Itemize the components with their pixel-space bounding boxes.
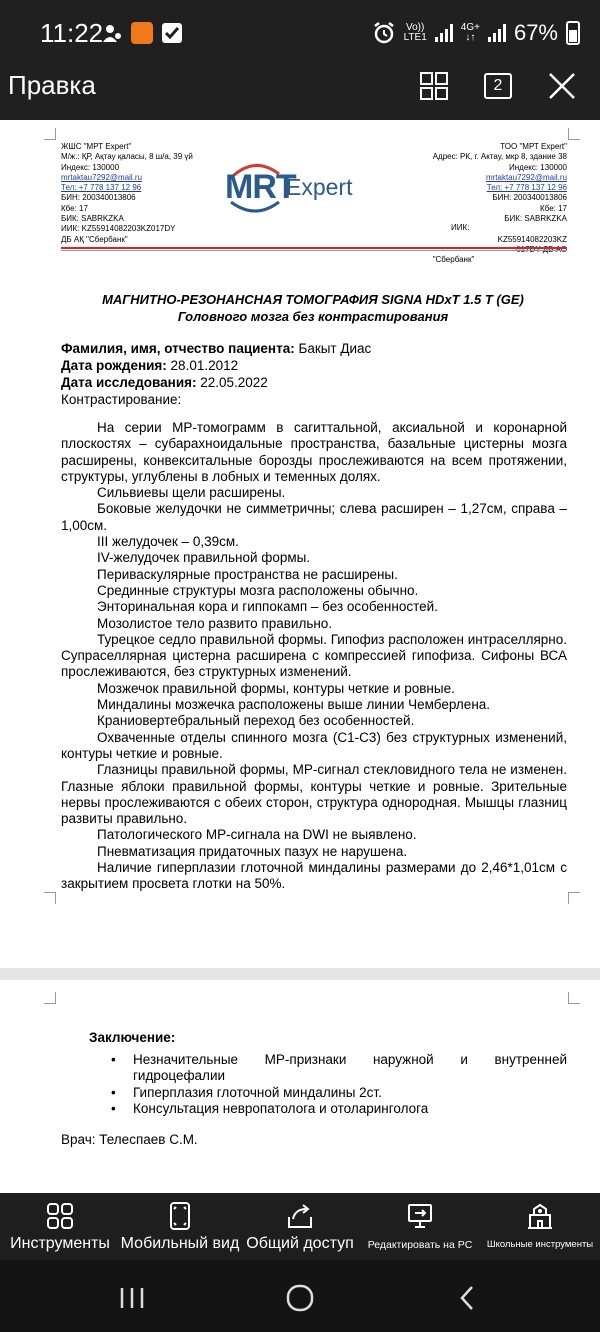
dob-label: Дата рождения:: [61, 358, 167, 373]
bottom-toolbar: [0, 1193, 600, 1260]
report-paragraph: Боковые желудочки не симметричны; слева расширен – 1,27см, справа – 1,00см.: [61, 501, 567, 533]
page-title: Правка: [8, 70, 96, 100]
close-icon[interactable]: [542, 70, 582, 106]
volte-indicator: Vo)) LTE1: [403, 22, 427, 43]
report-paragraph: На серии МР-томограмм в сагиттальной, аксиальной и коронарной плоскостях – субарахноидальные пространства, базальные цистерны мозга расширены, конвекситальные борозды прослеживаются на всем протяжении, структуры, углублены в лобных и теменных долях.: [61, 420, 567, 484]
edit-on-pc-button[interactable]: Редактировать на PC: [360, 1193, 480, 1260]
notification-app-icon: [101, 22, 123, 44]
mobile-view-button[interactable]: Мобильный вид: [120, 1193, 240, 1260]
school-tools-button[interactable]: Школьные инструменты: [484, 1193, 596, 1260]
share-icon: [285, 1201, 315, 1231]
email-link[interactable]: mrtaktau7292@mail.ru: [61, 172, 143, 182]
signal-icon: [435, 24, 453, 42]
tools-icon: [45, 1201, 75, 1231]
page-corner-mark: [44, 992, 56, 1004]
letterhead-left: ЖШС "МРТ Expert" М/ж.: ҚР, Ақтау қаласы, 8 ш/а, 39 үй Индекс: 130000 mrtaktau7292@mail.ru Тел: +7 778 137 12 96 БИН: 200340013806 Кбе: 17 БИК: SABRKZKA ИИК: KZ55914082203KZ017DY ДБ АҚ "Сбербанк": [61, 142, 193, 244]
battery-percent: 67%: [513, 20, 558, 45]
report-paragraph: Энторинальная кора и гиппокамп – без особенностей.: [97, 599, 438, 615]
status-bar: [0, 0, 600, 66]
conclusion-heading: Заключение:: [89, 1030, 176, 1045]
iik-label: ИИК:: [451, 223, 470, 232]
mobile-view-icon: [165, 1201, 195, 1231]
report-subtitle: Головного мозга без контрастирования: [177, 309, 449, 324]
letterhead-divider-thin: [61, 250, 567, 251]
page-corner-mark: [568, 992, 580, 1004]
report-paragraph: Охваченные отделы спинного мозга (С1-С3) без структурных изменений, контуры четкие и ровные.: [61, 729, 567, 761]
phone-link[interactable]: Тел: +7 778 137 12 96: [486, 183, 567, 193]
report-paragraph: Патологического МР-сигнала на DWI не выявлено.: [97, 827, 417, 843]
logo-mrt-text: MRT: [225, 168, 296, 206]
back-icon[interactable]: [448, 1280, 488, 1316]
page-separator: [0, 968, 600, 980]
report-paragraph: IV-желудочек правильной формы.: [97, 550, 311, 566]
page-count: 2: [484, 73, 512, 99]
list-item: • Незначительные МР-признаки наружной и внутренней гидроцефалии: [111, 1052, 567, 1085]
document-page-1: [0, 120, 600, 968]
recent-apps-icon[interactable]: [112, 1280, 152, 1316]
doctor-signature-line: Врач: Телеспаев С.М.: [61, 1132, 198, 1147]
report-paragraph: Мозжечок правильной формы, контуры четкие и ровные.: [97, 680, 455, 696]
list-item: • Гиперплазия глоточной миндалины 2ст.: [111, 1085, 567, 1101]
grid-view-icon[interactable]: [414, 70, 454, 106]
letterhead-right: ТОО "МРТ Expert" Адрес: РК, г. Актау, мкр 8, здание 38 Индекс: 130000 mrtaktau7292@mail.ru Тел: +7 778 137 12 96 БИН: 200340013806 Кбе: 17 БИК: SABRKZKA KZ55914082203KZ "Сбербанк": [432, 142, 567, 265]
system-nav-bar: [0, 1260, 600, 1332]
report-paragraph: III желудочек – 0,39см.: [97, 534, 239, 550]
home-icon[interactable]: [280, 1280, 320, 1316]
edit-on-pc-icon: [405, 1201, 435, 1231]
report-body: [61, 420, 567, 893]
report-paragraph: Срединные структуры мозга расположены обычно.: [97, 582, 419, 598]
logo-expert-text: Expert: [286, 174, 353, 200]
conclusion-list: [111, 1052, 567, 1117]
page-corner-mark: [44, 892, 56, 904]
page-corner-mark: [44, 128, 56, 140]
report-paragraph: Глазницы правильной формы, МР-сигнал стекловидного тела не изменен. Глазные яблоки правильной формы, контуры четкие и ровные. Зрительные нервы прослеживаются с обеих сторон, структура однородная. Мышцы глазниц развиты правильно.: [61, 762, 567, 827]
page-corner-mark: [568, 892, 580, 904]
patient-name-label: Фамилия, имя, отчество пациента:: [61, 341, 295, 356]
school-icon: [525, 1201, 555, 1231]
report-paragraph: Пневматизация придаточных пазух не нарушена.: [97, 843, 408, 859]
exam-date-label: Дата исследования:: [61, 375, 197, 390]
patient-name: Бакыт Диас: [294, 341, 372, 356]
email-link[interactable]: mrtaktau7292@mail.ru: [485, 172, 567, 182]
report-paragraph: Краниовертебральный переход без особенностей.: [97, 713, 415, 729]
report-paragraph: Мозолистое тело развито правильно.: [97, 615, 333, 631]
report-title: МАГНИТНО-РЕЗОНАНСНАЯ ТОМОГРАФИЯ SIGNA HDxT 1.5 T (GE): [102, 292, 524, 307]
report-paragraph: Наличие гиперплазии глоточной миндалины размерами до 2,46*1,01см с закрытием просвета глотки на 50%.: [61, 860, 567, 892]
contrast-label: Контрастирование:: [61, 392, 182, 407]
battery-icon: [566, 21, 580, 45]
report-paragraph: Турецкое седло правильной формы. Гипофиз расположен интраселлярно. Супраселлярная цистерна расширена с компрессией гипофиза. Сифоны ВСА прослеживаются, без структурных изменений.: [61, 631, 567, 680]
alarm-icon: [372, 21, 396, 45]
report-paragraph: Периваскулярные пространства не расширены.: [97, 566, 398, 582]
signal-icon-2: [488, 24, 506, 42]
mi-notification-icon: [131, 22, 153, 44]
mrt-expert-logo: [225, 158, 365, 218]
check-notification-icon: [161, 22, 183, 44]
clock: 11:22: [40, 18, 104, 48]
4g-indicator: 4G+ ↓↑: [460, 22, 480, 43]
letterhead-divider: [61, 247, 567, 249]
report-paragraph: Сильвиевы щели расширены.: [97, 485, 286, 501]
document-viewer[interactable]: [0, 120, 600, 1193]
app-bar: [0, 66, 600, 120]
share-button[interactable]: Общий доступ: [242, 1193, 358, 1260]
dob-value: 28.01.2012: [166, 358, 239, 373]
phone-link[interactable]: Тел: +7 778 137 12 96: [61, 183, 142, 193]
page-count-button[interactable]: [478, 70, 518, 106]
tools-button[interactable]: Инструменты: [4, 1193, 116, 1260]
page-corner-mark: [568, 128, 580, 140]
report-paragraph: Миндалины мозжечка расположены выше линии Чемберлена.: [97, 697, 491, 713]
patient-info: [61, 340, 371, 408]
list-item: • Консультация невропатолога и отоларинголога: [111, 1101, 567, 1117]
exam-date-value: 22.05.2022: [196, 375, 268, 390]
